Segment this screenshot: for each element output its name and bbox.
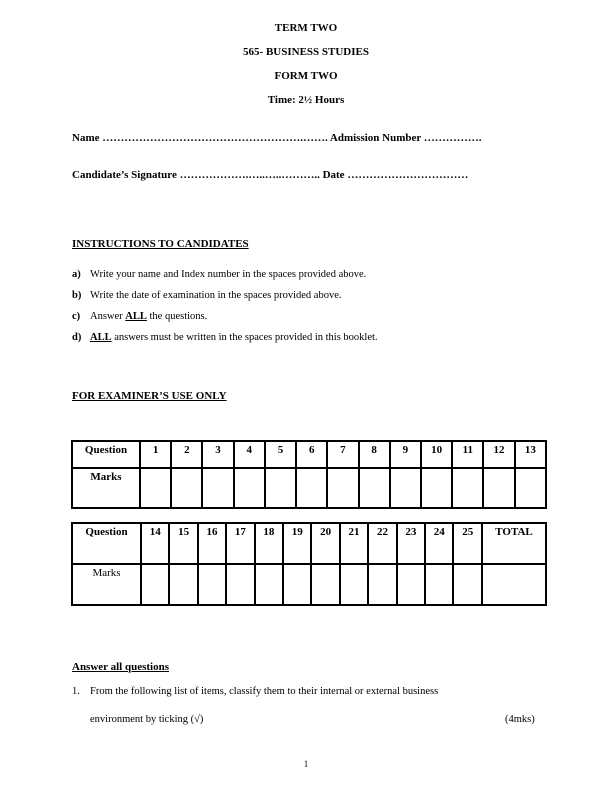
item-text: Write your name and Index number in the spaces provided above. xyxy=(90,269,367,280)
question-number-cell: 5 xyxy=(265,441,296,468)
question-row xyxy=(72,441,546,468)
marks-cell[interactable] xyxy=(198,564,226,605)
marks-cell[interactable] xyxy=(283,564,311,605)
question-number-cell: 13 xyxy=(515,441,546,468)
item-text: answers must be written in the spaces provided in this booklet. xyxy=(111,332,378,343)
question-number-cell: 4 xyxy=(234,441,265,468)
marks-cell[interactable] xyxy=(171,468,202,508)
answer-heading: Answer all questions xyxy=(72,661,169,673)
subject-title: 565- BUSINESS STUDIES xyxy=(243,46,369,58)
marks-cell[interactable] xyxy=(296,468,327,508)
question-number-cell: 21 xyxy=(340,523,368,564)
instruction-b xyxy=(72,290,342,301)
form-title: FORM TWO xyxy=(274,70,338,82)
question-label: Question xyxy=(72,523,141,564)
marks-row xyxy=(72,564,546,605)
instruction-d xyxy=(72,332,378,343)
marks-cell[interactable] xyxy=(483,468,514,508)
marks-cell[interactable] xyxy=(255,564,283,605)
question-number-cell: 3 xyxy=(202,441,233,468)
marks-cell[interactable] xyxy=(397,564,425,605)
question-number: 1. xyxy=(72,686,80,697)
question-number-cell: 18 xyxy=(255,523,283,564)
question-number-cell: 15 xyxy=(169,523,197,564)
marks-cell[interactable] xyxy=(453,564,482,605)
item-emphasis: ALL xyxy=(90,332,112,343)
item-text: Write the date of examination in the spaces provided above. xyxy=(90,290,342,301)
question-text: From the following list of items, classify them to their internal or external business xyxy=(90,686,439,697)
question-1-line1 xyxy=(72,686,438,697)
marks-cell[interactable] xyxy=(202,468,233,508)
marks-cell[interactable] xyxy=(359,468,390,508)
marks-cell[interactable] xyxy=(421,468,452,508)
question-number-cell: 2 xyxy=(171,441,202,468)
marks-cell[interactable] xyxy=(141,564,169,605)
marks-cell[interactable] xyxy=(515,468,546,508)
page-number: 1 xyxy=(303,759,309,769)
date-field[interactable]: Date …………………………… xyxy=(322,169,469,181)
marks-label: Marks xyxy=(72,468,140,508)
signature-label: Candidate’s Signature ……………….…..…..……….. xyxy=(72,169,323,181)
term-title: TERM TWO xyxy=(274,22,338,34)
question-number-cell: 25 xyxy=(453,523,482,564)
marks-cell[interactable] xyxy=(482,564,546,605)
marks-table-2 xyxy=(71,522,547,606)
item-text: Answer xyxy=(90,311,126,322)
question-number-cell: 14 xyxy=(141,523,169,564)
name-field[interactable]: Name ……………………………………………….……. Admission Number ……………. xyxy=(72,132,482,144)
question-1-marks: (4mks) xyxy=(505,714,535,725)
question-number-cell: 1 xyxy=(140,441,171,468)
instructions-heading: INSTRUCTIONS TO CANDIDATES xyxy=(72,238,249,250)
question-row xyxy=(72,523,546,564)
instruction-c xyxy=(72,311,207,322)
marks-cell[interactable] xyxy=(340,564,368,605)
signature-field[interactable] xyxy=(72,169,468,181)
marks-cell[interactable] xyxy=(226,564,254,605)
question-1-line2: environment by ticking (√) xyxy=(90,714,204,725)
question-number-cell: 10 xyxy=(421,441,452,468)
item-text: the questions. xyxy=(146,311,208,322)
marks-table-1 xyxy=(71,440,547,509)
question-number-cell: 23 xyxy=(397,523,425,564)
marks-cell[interactable] xyxy=(452,468,483,508)
question-label: Question xyxy=(72,441,140,468)
item-letter: b) xyxy=(72,290,82,301)
question-number-cell: 17 xyxy=(226,523,254,564)
marks-cell[interactable] xyxy=(425,564,453,605)
question-number-cell: 19 xyxy=(283,523,311,564)
item-emphasis: ALL xyxy=(125,311,147,322)
item-letter: a) xyxy=(72,269,81,280)
marks-label: Marks xyxy=(72,564,141,605)
question-number-cell: 9 xyxy=(390,441,421,468)
instruction-a xyxy=(72,269,366,280)
marks-cell[interactable] xyxy=(368,564,396,605)
question-number-cell: 24 xyxy=(425,523,453,564)
question-number-cell: TOTAL xyxy=(482,523,546,564)
marks-cell[interactable] xyxy=(390,468,421,508)
marks-cell[interactable] xyxy=(169,564,197,605)
marks-cell[interactable] xyxy=(311,564,339,605)
item-letter: d) xyxy=(72,332,82,343)
question-number-cell: 22 xyxy=(368,523,396,564)
question-number-cell: 20 xyxy=(311,523,339,564)
question-number-cell: 6 xyxy=(296,441,327,468)
marks-cell[interactable] xyxy=(327,468,358,508)
question-number-cell: 11 xyxy=(452,441,483,468)
marks-cell[interactable] xyxy=(234,468,265,508)
item-letter: c) xyxy=(72,311,81,322)
marks-cell[interactable] xyxy=(265,468,296,508)
examiner-heading: FOR EXAMINER’S USE ONLY xyxy=(72,390,227,402)
marks-row xyxy=(72,468,546,508)
question-number-cell: 12 xyxy=(483,441,514,468)
question-number-cell: 16 xyxy=(198,523,226,564)
marks-cell[interactable] xyxy=(140,468,171,508)
time-allowed: Time: 2½ Hours xyxy=(267,94,345,106)
question-number-cell: 7 xyxy=(327,441,358,468)
question-number-cell: 8 xyxy=(359,441,390,468)
